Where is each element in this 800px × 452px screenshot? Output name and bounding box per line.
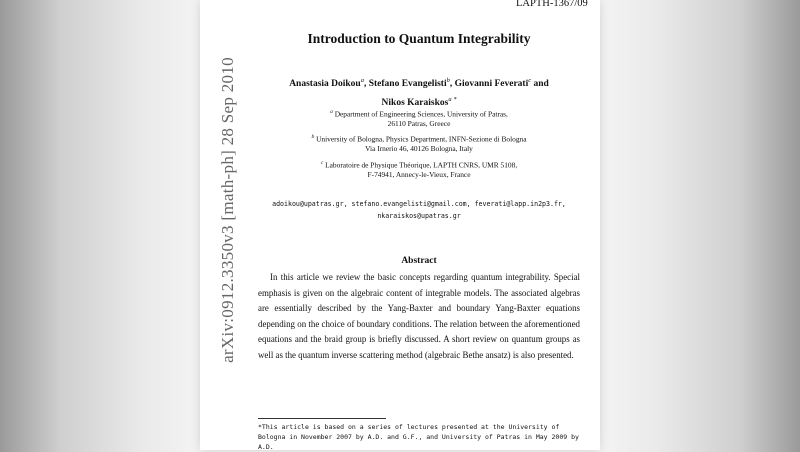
email-line: nkaraiskos@upatras.gr <box>377 212 461 220</box>
author-separator: , <box>363 79 369 90</box>
affil-mark: b <box>311 134 315 140</box>
author-name: Giovanni Feverati <box>454 79 529 90</box>
affil-line: Department of Engineering Sciences, University of Patras, <box>334 109 508 119</box>
paper-page <box>200 0 600 450</box>
affil-line: University of Bologna, Physics Department, INFN-Sezione di Bologna <box>316 134 527 144</box>
author-affil-mark: b <box>446 77 450 84</box>
report-number: LAPTH-1367/09 <box>516 0 588 9</box>
affil-line: F-74941, Annecy-le-Vieux, France <box>367 170 471 180</box>
author-name: Stefano Evangelisti <box>368 79 447 90</box>
author-name: Nikos Karaiskos <box>381 98 449 109</box>
footnote-rule <box>258 418 386 419</box>
affiliation-c <box>262 158 576 180</box>
email-list <box>262 198 576 222</box>
abstract-heading: Abstract <box>401 256 437 266</box>
author-affil-mark: c <box>528 77 532 84</box>
affil-line: 26110 Patras, Greece <box>387 119 451 129</box>
author-affil-mark: a <box>360 77 364 84</box>
affil-mark: c <box>320 160 324 166</box>
author-affil-mark: a * <box>448 96 457 104</box>
paper-title: Introduction to Quantum Integrability <box>307 31 531 46</box>
affil-line: Via Irnerio 46, 40126 Bologna, Italy <box>365 144 473 154</box>
author-list <box>262 73 576 111</box>
author-and: and <box>531 79 549 90</box>
abstract-text: In this article we review the basic concepts regarding quantum integrability. Special emphasis is given on the algebraic content of integrable models. The associated algebras are essentially described by the Yang-Baxter and boundary Yang-Baxter equations depending on the choice of boundary conditions. The relation between the aforementioned equations and the braid group is briefly discussed. A short review on quantum groups as well as the quantum inverse scattering method (algebraic Bethe ansatz) is also presented. <box>258 272 580 360</box>
author-name: Anastasia Doikou <box>289 79 361 90</box>
affil-mark: a <box>330 109 333 115</box>
footnote: *This article is based on a series of lectures presented at the University of Bologna in November 2007 by A.D. and G.F., and University of Patras in May 2009 by A.D. <box>258 423 579 451</box>
arxiv-identifier: arXiv:0912.3350v3 [math-ph] 28 Sep 2010 <box>218 57 237 363</box>
affiliation-a <box>262 107 576 129</box>
affil-line: Laboratoire de Physique Théorique, LAPTH CNRS, UMR 5108, <box>325 160 518 170</box>
email-line: adoikou@upatras.gr, stefano.evangelisti@gmail.com, feverati@lapp.in2p3.fr, <box>272 200 566 208</box>
author-separator: , <box>449 79 455 90</box>
affiliation-b <box>262 132 576 154</box>
